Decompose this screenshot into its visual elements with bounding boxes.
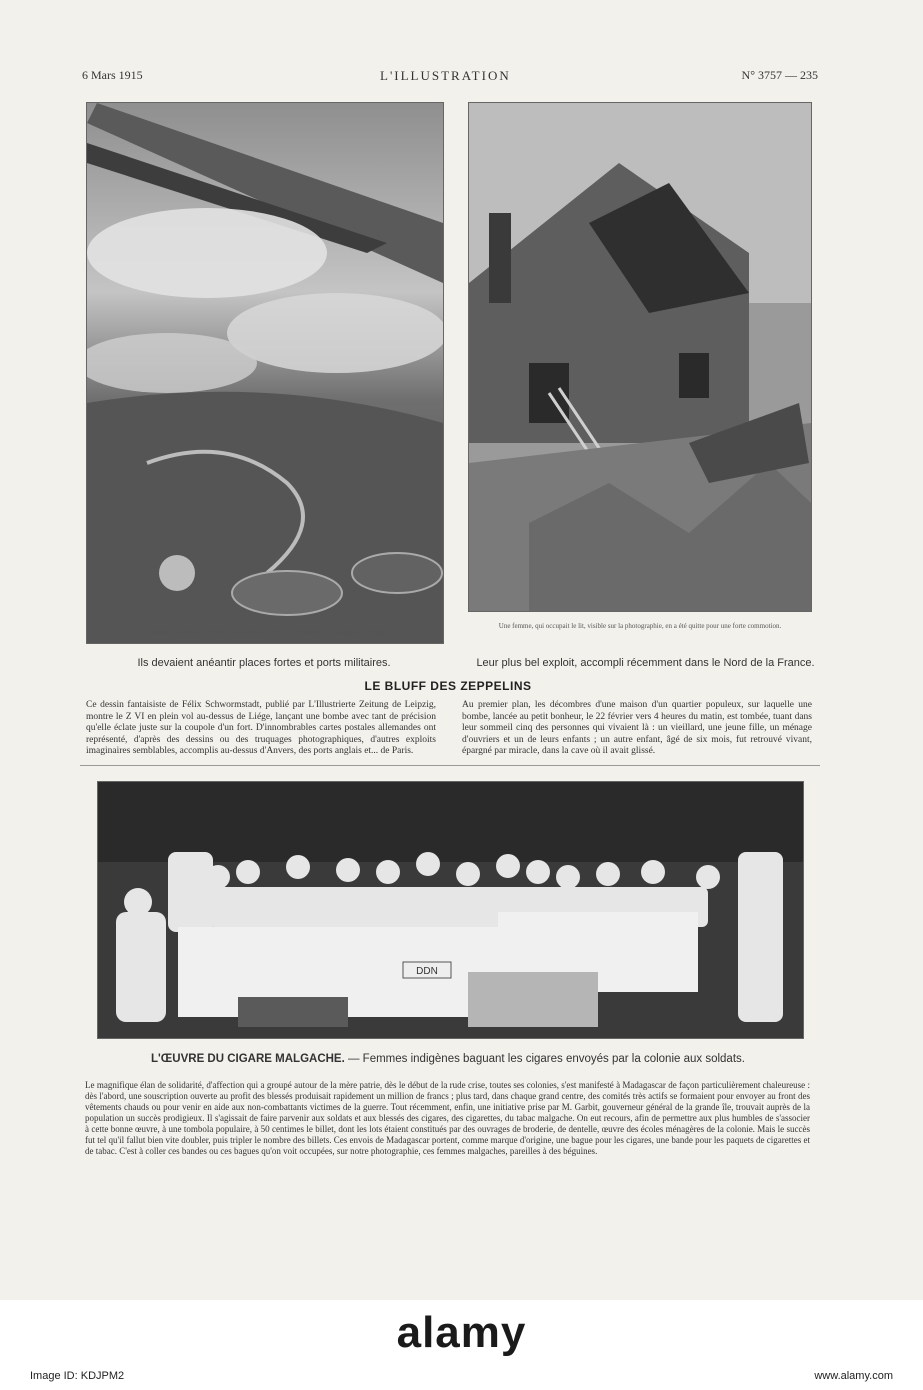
box-label: DDN [416,966,438,977]
page-date: 6 Mars 1915 [82,68,143,82]
cigar-caption-title: L'ŒUVRE DU CIGARE MALGACHE. [151,1053,345,1065]
article-text: Le magnifique élan de solidarité, d'affection qui a groupé autour de la mère patrie, dès le début de la rude crise, toutes ses colonies, s'est manifesté à Madagascar de façon particulièrement chaleureuse : dès l'abord, une souscription ouverte au profit des blessés produisait rapidement un million de francs ; plus tard, dans chaque grand centre, des comités très actifs se formaient pour envoyer au front des vêtements chauds ou pour venir en aide aux non-combattants victimes de la guerre. Tout récemment, enfin, une initiative prise par M. Garbit, gouverneur général de la grande île, trouvait auprès de la population un succès prodigieux. Il s'agissait de faire parvenir aux soldats et aux blessés des cigares, des cigarettes, du tabac malgache. On eut recours, afin de permettre aux plus humbles de s'associer à cette bonne œuvre, à une tombola populaire, à 50 centimes le billet, dont les lots étaient constitués par des ouvrages de broderie, de dentelle, œuvre des écoles ménagères de la colonie. Mais le succès fut tel qu'il fallut bien vite doubler, puis tripler le nombre des billets. Ces envois de Madagascar portent, comme marque d'origine, une bague pour les cigares, une bande pour les paquets de cigarettes et de tabac. C'est à coller ces bandes ou ces bagues qu'on voit occupées, sur notre photographie, ces femmes malgaches, pareilles à des béguines. [85,1080,810,1156]
stock-url: www.alamy.com [814,1370,893,1382]
image-id: Image ID: KDJPM2 [30,1370,125,1382]
right-column-text: Au premier plan, les décombres d'une maison d'un quartier populeux, sur laquelle une bombe, lancée au petit bonheur, le 22 février vers 4 heures du matin, est tombée, tuant dans leur sommeil cinq des personnes qui vivaient là : un vieillard, une jeune fille, un ménage d'ouvriers et un de leurs enfants ; un autre enfant, âgé de six mois, fut retrouvé vivant, épargné par miracle, dans la cave où il avait glissé. [462,700,812,756]
masthead-title: L'ILLUSTRATION [380,68,511,83]
cigar-caption-rest: — Femmes indigènes baguant les cigares envoyés par la colonie aux soldats. [344,1053,745,1065]
drawing-small-caption: Le dessin fantaisiste de Félix Schwormstadt publié par l'Illustrierte Zeitung de Leipzig. [142,628,386,636]
house-caption: Leur plus bel exploit, accompli récemment dans le Nord de la France. [476,657,815,669]
stock-logo: alamy [396,1308,527,1357]
cigar-workers-photo [97,781,804,1039]
zeppelin-drawing [86,102,444,644]
section-heading: LE BLUFF DES ZEPPELINS [364,679,532,693]
cigar-caption [86,1053,810,1065]
ruined-house-photo [468,102,812,612]
drawing-caption: Ils devaient anéantir places fortes et ports militaires. [137,657,391,669]
issue-page-number: N° 3757 — 235 [741,68,818,82]
divider [80,765,820,766]
house-small-caption: Une femme, qui occupait le lit, visible sur la photographie, en a été quitte pour une forte commotion. [498,622,782,630]
left-column-text: Ce dessin fantaisiste de Félix Schwormstadt, publié par L'Illustrierte Zeitung de Leipzig, montre le Z VI en plein vol au-dessus de Liége, lançant une bombe avec tant de précision qu'elle éclate juste sur la coupole d'un fort. D'innombrables cartes postales allemandes ont représenté, d'après des dessins ou des truquages photographiques, d'autres exploits imaginaires semblables, accomplis au-dessus d'Anvers, des ports anglais et... de Paris. [86,700,436,756]
